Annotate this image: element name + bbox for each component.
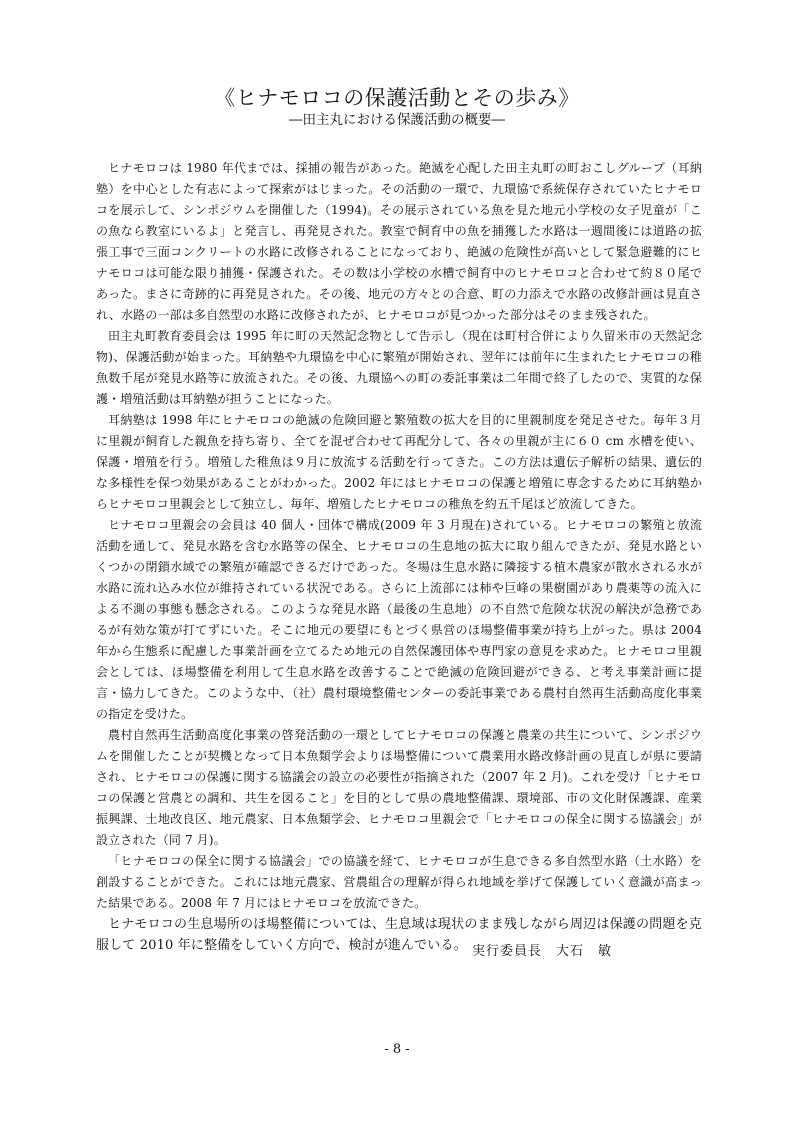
- author-signature: 実行委員長 大石 敏: [472, 944, 613, 959]
- page-title: 《ヒナモロコの保護活動とその歩み》: [214, 86, 580, 110]
- page-number: - 8 -: [384, 1042, 410, 1057]
- paragraph: 農村自然再生活動高度化事業の啓発活動の一環としてヒナモロコの保護と農業の共生について、シンポジウムを開催したことが契機となって日本魚類学会よりほ場整備について農業用水路改修計画の見直しが県に要請され、ヒナモロコの保護に関する協議会の設立の必要性が指摘された（2007 年 2 月)。これを受け「ヒナモロコの保護と営農との調和、共生を図ること」を目的として県の農地整備課、環境部、市の文化財保護課、産業振興課、土地改良区、地元農家、日本魚類学会、ヒナモロコ里親会で「ヒナモロコの保全に関する協議会」が設立された（同 7 月)。: [96, 728, 702, 847]
- article-body: [96, 158, 702, 956]
- page-subtitle: ―田主丸における保護活動の概要―: [289, 112, 505, 128]
- paragraph: ヒナモロコの生息場所のほ場整備については、生息域は現状のまま残しながら周辺は保護の問題を克服して 2010 年に整備をしていく方向で、検討が進んでいる。: [96, 917, 702, 953]
- paragraph: 田主丸町教育委員会は 1995 年に町の天然記念物として告示し（現在は町村合併により久留米市の天然記念物)、保護活動が始まった。耳納塾や九環協を中心に繁殖が開始され、翌年には前年に生まれたヒナモロコの稚魚数千尾が発見水路等に放流された。その後、九環協への町の委託事業は二年間で終了したので、実質的な保護・増殖活動は耳納塾が担うことになった。: [96, 329, 702, 406]
- paragraph: 「ヒナモロコの保全に関する協議会」での協議を経て、ヒナモロコが生息できる多自然型水路（土水路）を創設することができた。これには地元農家、営農組合の理解が得られ地域を挙げて保護していく意識が高まった結果である。2008 年 7 月にはヒナモロコを放流できた。: [96, 854, 702, 910]
- paragraph: ヒナモロコ里親会の会員は 40 個人・団体で構成(2009 年 3 月現在)されている。ヒナモロコの繁殖と放流活動を通して、発見水路を含む水路等の保全、ヒナモロコの生息地の拡大に取り組んできたが、発見水路といくつかの閉鎖水域での繁殖が確認できるだけであった。冬場は生息水路に隣接する植木農家が散水される水が水路に流れ込み水位が維持されている状況である。さらに上流部には柿や巨峰の果樹園があり農薬等の流入による不測の事態も懸念される。このような発見水路（最後の生息地）の不自然で危険な状況の解決が急務であるが有効な策が打てずにいた。そこに地元の要望にもとづく県営のほ場整備事業が持ち上がった。県は 2004 年から生態系に配慮した事業計画を立てるため地元の自然保護団体や専門家の意見を求めた。ヒナモロコ里親会としては、ほ場整備を利用して生息水路を改善することで絶滅の危険回避ができる、と考え事業計画に提言・協力してきた。このような中、（社）農村環境整備センターの委託事業である農村自然再生活動高度化事業の指定を受けた。: [96, 518, 702, 721]
- paragraph: ヒナモロコは 1980 年代までは、採捕の報告があった。絶滅を心配した田主丸町の町おこしグループ（耳納塾）を中心とした有志によって探索がはじまった。その活動の一環で、九環協で系統保存されていたヒナモロコを展示して、シンポジウムを開催した（1994)。その展示されている魚を見た地元小学校の女子児童が「この魚なら教室にいるよ」と発言し、再発見された。教室で飼育中の魚を捕獲した水路は一週間後には道路の拡張工事で三面コンクリートの水路に改修されることになっており、絶滅の危険性が高いとして緊急避難的にヒナモロコは可能な限り捕獲・保護された。その数は小学校の水槽で飼育中のヒナモロコと合わせて約８０尾であった。まさに奇跡的に再発見された。その後、地元の方々との合意、町の力添えで水路の改修計画は見直され、水路の一部は多自然型の水路に改修されたが、ヒナモロコが見つかった部分はそのまま残された。: [96, 161, 702, 322]
- paragraph: 耳納塾は 1998 年にヒナモロコの絶滅の危険回避と繁殖数の拡大を目的に里親制度を発足させた。毎年３月に里親が飼育した親魚を持ち寄り、全てを混ぜ合わせて再配分して、各々の里親が主に６０ cm 水槽を使い、保護・増殖を行う。増殖した稚魚は９月に放流する活動を行ってきた。この方法は遺伝子解析の結果、遺伝的な多様性を保つ効果があることがわかった。2002 年にはヒナモロコの保護と増殖に専念するために耳納塾からヒナモロコ里親会として独立し、毎年、増殖したヒナモロコの稚魚を約五千尾ほど放流してきた。: [96, 413, 702, 511]
